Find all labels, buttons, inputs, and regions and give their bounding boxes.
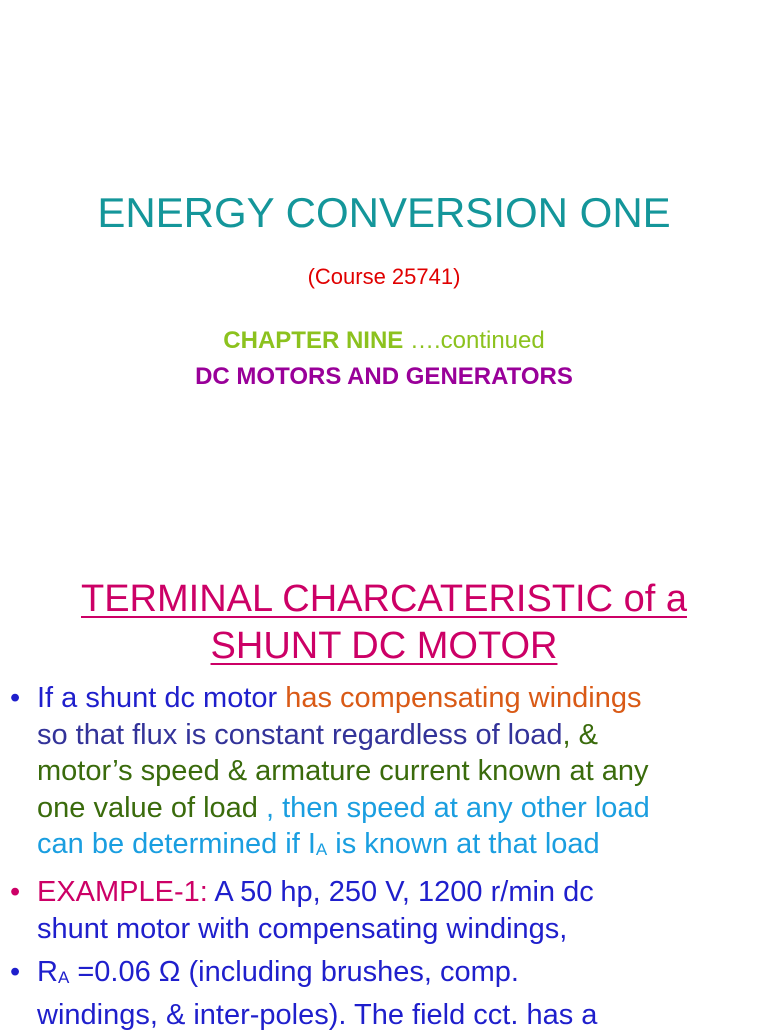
text-span: =0.06 Ω (including brushes, comp. [69, 956, 519, 988]
text-span: , & [563, 719, 598, 751]
slide-heading-line-2: SHUNT DC MOTOR [0, 623, 768, 670]
bullet-line: shunt motor with compensating windings, [37, 911, 768, 948]
subscript: A [58, 968, 69, 987]
slide-heading-line-1: TERMINAL CHARCATERISTIC of a [0, 576, 768, 623]
bullet-text [37, 680, 768, 869]
bullet-marker: • [10, 954, 20, 991]
bullet-line [37, 874, 768, 911]
chapter-label: CHAPTER NINE [223, 327, 403, 354]
bullet-text [37, 874, 768, 947]
bullet-line [37, 717, 768, 754]
text-span: has compensating windings [285, 682, 641, 714]
bullet-marker: • [10, 680, 20, 717]
bullet-line [37, 790, 768, 827]
text-span: R [37, 956, 58, 988]
text-span: is known at that load [327, 828, 599, 860]
bullet-line [37, 826, 768, 869]
bullet-text [37, 954, 768, 1033]
text-span: If a shunt dc motor [37, 682, 285, 714]
text-span: EXAMPLE-1: [37, 876, 214, 908]
text-span: can be determined if I [37, 828, 316, 860]
bullet-marker: • [10, 874, 20, 911]
chapter-subtitle: DC MOTORS AND GENERATORS [0, 362, 768, 392]
presentation-title: ENERGY CONVERSION ONE [0, 188, 768, 238]
chapter-line [0, 326, 768, 356]
text-span: A 50 hp, 250 V, 1200 r/min dc [214, 876, 593, 908]
text-span: , then speed at any other load [266, 792, 650, 824]
subscript: A [316, 840, 327, 859]
slide-heading [0, 576, 768, 670]
bullet-line: motor’s speed & armature current known at any [37, 753, 768, 790]
course-code: (Course 25741) [0, 263, 768, 291]
bullet-line: windings, & inter-poles). The field cct. has a [37, 997, 768, 1033]
bullet-line [37, 954, 768, 997]
chapter-continued: ….continued [403, 327, 544, 354]
bullet-line [37, 680, 768, 717]
text-span: one value of load [37, 792, 266, 824]
text-span: so that flux is constant regardless of load [37, 719, 563, 751]
